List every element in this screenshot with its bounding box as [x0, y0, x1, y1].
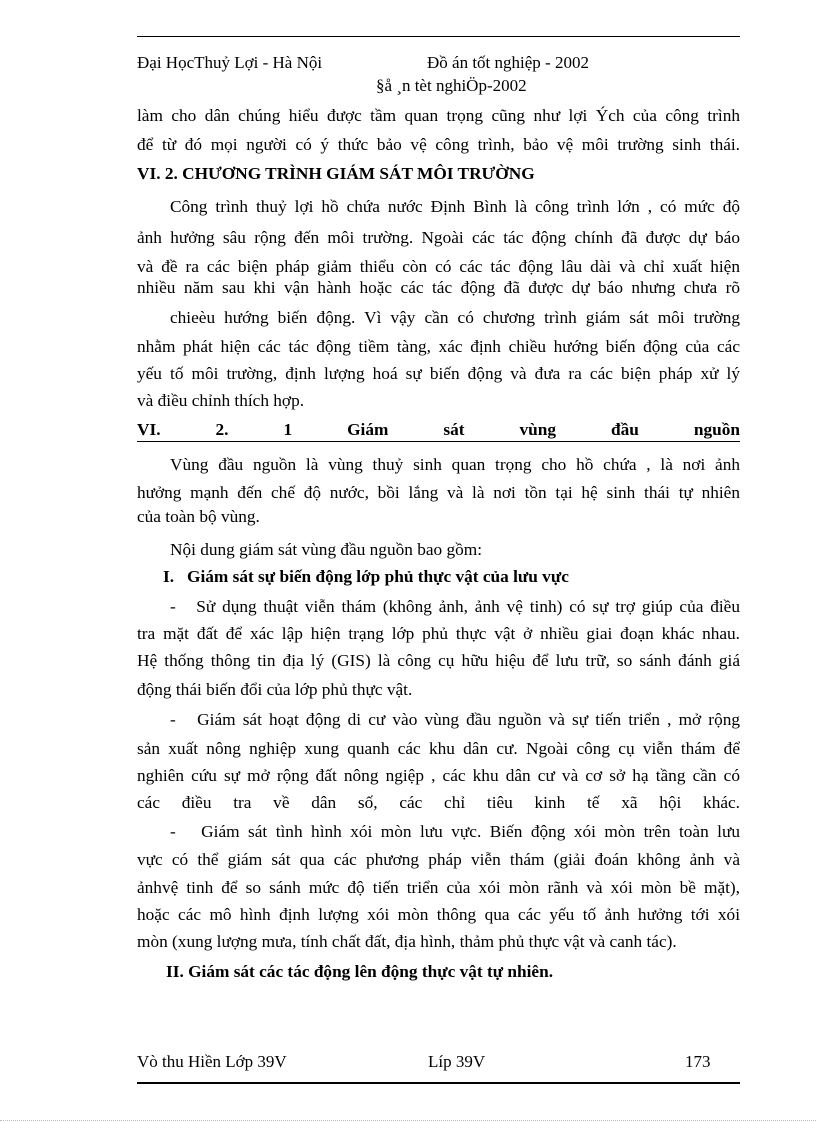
text-line: để từ đó mọi người có ý thức bảo vệ công trình, bảo vệ môi trường sinh thái. [137, 135, 740, 154]
text-line: làm cho dân chúng hiểu được tầm quan trọng cũng như lợi Ých của công trình [137, 106, 740, 125]
page-edge-divider [0, 1120, 816, 1121]
text-line: sản xuất nông nghiệp xung quanh các khu dân cư. Ngoài công cụ viễn thám để [137, 739, 740, 758]
text-line: - Giám sát hoạt động di cư vào vùng đầu nguồn và sự tiến triển , mở rộng [170, 710, 740, 729]
text-line: - Sử dụng thuật viễn thám (không ảnh, ảnh vệ tinh) có sự trợ giúp của điều [170, 597, 740, 616]
text-line: tra mặt đất để xác lập hiện trạng lớp phủ thực vật ở nhiều giai đoạn khác nhau. [137, 624, 740, 643]
heading-word: 1 [283, 420, 293, 439]
footer-rule [137, 1082, 740, 1084]
section-heading-i: I. Giám sát sự biến động lớp phủ thực vật của lưu vực [163, 567, 569, 586]
text-line: các điều tra về dân số, các chỉ tiêu kinh tế xã hội khác. [137, 793, 740, 812]
text-line: chieèu hướng biến động. Vì vậy cần có chương trình giám sát môi trường [170, 308, 740, 327]
text-line: Công trình thuỷ lợi hồ chứa nước Định Bình là công trình lớn , có mức độ [170, 197, 740, 216]
text-line: yếu tố môi trường, định lượng hoá sự biến động và đưa ra các biện pháp xử lý [137, 364, 740, 383]
heading-word: nguồn [693, 420, 740, 439]
heading-word: Giám [347, 420, 389, 439]
text-line: ảnhvệ tinh để so sánh mức độ tiến triển của xói mòn rãnh và xói mòn bề mặt), [137, 878, 740, 897]
header-project: Đồ án tốt nghiệp - 2002 [427, 53, 589, 72]
section-heading-vi21 [137, 420, 740, 442]
text-line: nhiều năm sau khi vận hành hoặc các tác động đã được dự báo nhưng chưa rõ [137, 278, 740, 297]
text-line: và điều chỉnh thích hợp. [137, 391, 305, 410]
text-line: của toàn bộ vùng. [137, 507, 260, 526]
text-line: và đề ra các biện pháp giảm thiểu còn có các tác động lâu dài và chỉ xuất hiện [137, 257, 740, 276]
text-line: ảnh hưởng sâu rộng đến môi trường. Ngoài các tác động chính đã được dự báo [137, 228, 740, 247]
heading-word: VI. [137, 420, 161, 439]
heading-word: đầu [610, 420, 639, 439]
text-line: Nội dung giám sát vùng đầu nguồn bao gồm: [170, 540, 482, 559]
footer-class: Líp 39V [428, 1052, 486, 1071]
header-rule [137, 36, 740, 37]
section-heading-vi2: VI. 2. CHƯƠNG TRÌNH GIÁM SÁT MÔI TRƯỜNG [137, 164, 535, 183]
heading-word: vùng [519, 420, 556, 439]
header-institution: Đại HọcThuỷ Lợi - Hà Nội [137, 53, 323, 72]
text-line: - Giám sát tình hình xói mòn lưu vực. Biến động xói mòn trên toàn lưu [170, 822, 740, 841]
heading-word: sát [443, 420, 465, 439]
text-line: động thái biến đổi của lớp phủ thực vật. [137, 680, 413, 699]
text-line: hoặc các mô hình định lượng xói mòn thông qua các yếu tố ảnh hưởng tới xói [137, 905, 740, 924]
text-line: Hệ thống thông tin địa lý (GIS) là công cụ hữu hiệu để lưu trữ, so sánh đánh giá [137, 651, 740, 670]
footer-author: Vò thu Hiền Lớp 39V [137, 1052, 287, 1071]
heading-word: 2. [215, 420, 229, 439]
header-subtitle: §å ¸n tèt nghiÖp-2002 [376, 76, 527, 95]
text-line: vực có thể giám sát qua các phương pháp viễn thám (giải đoán không ảnh và [137, 850, 740, 869]
page-number: 173 [685, 1052, 711, 1071]
text-line: nghiên cứu sự mở rộng đất nông ngiệp , các khu dân cư và cơ sở hạ tầng cần có [137, 766, 740, 785]
text-line: hưởng mạnh đến chế độ nước, bồi lắng và là nơi tồn tại hệ sinh thái tự nhiên [137, 483, 740, 502]
section-heading-ii: II. Giám sát các tác động lên động thực vật tự nhiên. [166, 962, 554, 981]
text-line: mòn (xung lượng mưa, tính chất đất, địa hình, thảm phủ thực vật và canh tác). [137, 932, 677, 951]
text-line: Vùng đầu nguồn là vùng thuỷ sinh quan trọng cho hồ chứa , là nơi ảnh [170, 455, 740, 474]
text-line: nhằm phát hiện các tác động tiềm tàng, xác định chiều hướng biến động của các [137, 337, 740, 356]
